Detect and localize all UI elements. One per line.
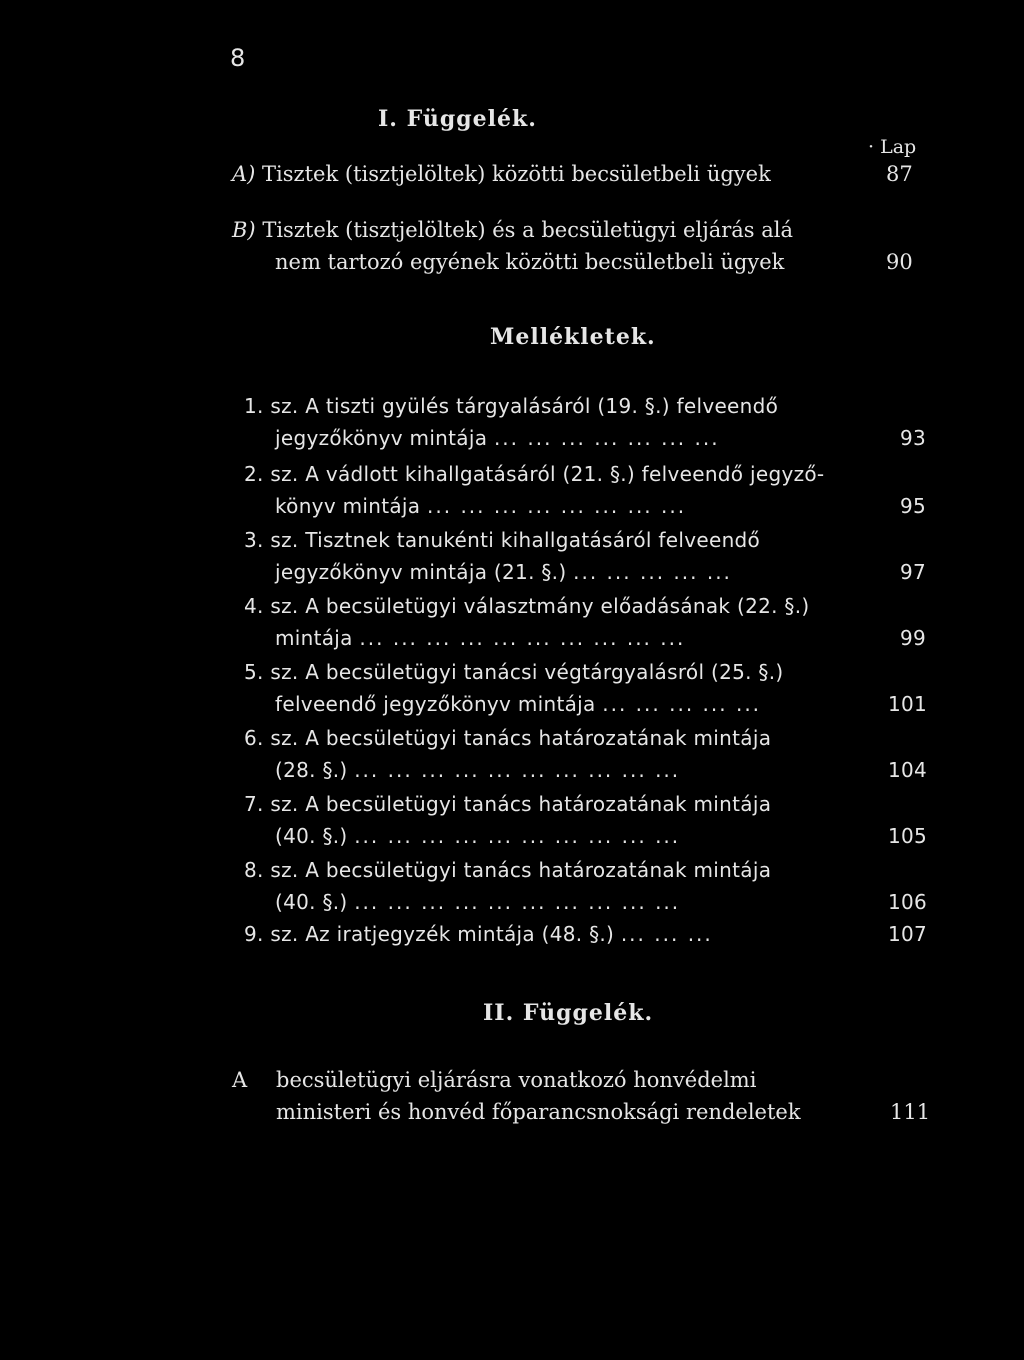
item-6-line1 bbox=[244, 726, 771, 750]
page-number: 8 bbox=[230, 44, 246, 72]
item-2-line1 bbox=[244, 462, 824, 486]
item-3-line2 bbox=[275, 560, 732, 584]
item-number: 6. bbox=[244, 726, 264, 750]
leader-dots: ... ... ... ... ... ... ... ... ... ... bbox=[354, 758, 681, 782]
item-number: 9. bbox=[244, 922, 264, 946]
item-text: jegyzőkönyv mintája bbox=[275, 426, 488, 450]
item-number: 2. bbox=[244, 462, 264, 486]
item-4-page: 99 bbox=[900, 626, 927, 650]
section-b-text-line2: nem tartozó egyének közötti becsületbeli ügyek bbox=[275, 250, 785, 274]
item-5-page: 101 bbox=[888, 692, 928, 716]
item-4-line2 bbox=[275, 626, 685, 650]
item-text: sz. A becsületügyi tanácsi végtárgyalásról (25. §.) bbox=[270, 660, 784, 684]
section-b-letter: B) bbox=[232, 218, 256, 242]
appendix-2-page: 111 bbox=[890, 1100, 931, 1124]
leader-dots: ... ... ... ... ... ... ... bbox=[493, 426, 720, 450]
appendix-1-title: I. Függelék. bbox=[378, 106, 537, 132]
item-5-line1 bbox=[244, 660, 784, 684]
item-2-line2 bbox=[275, 494, 686, 518]
item-text: sz. A becsületügyi tanács határozatának mintája bbox=[270, 792, 772, 816]
item-text: sz. A becsületügyi tanács határozatának mintája bbox=[270, 858, 772, 882]
lap-column-label: · Lap bbox=[868, 136, 917, 158]
item-8-page: 106 bbox=[888, 890, 928, 914]
section-b-text-line1: Tisztek (tisztjelöltek) és a becsületügyi eljárás alá bbox=[262, 218, 794, 242]
item-text: sz. Az iratjegyzék mintája (48. §.) bbox=[270, 922, 615, 946]
item-7-line2 bbox=[275, 824, 680, 848]
appendix-2-entry-letter: A bbox=[232, 1068, 248, 1092]
section-b bbox=[232, 218, 793, 242]
section-a bbox=[232, 162, 771, 186]
item-1-line1 bbox=[244, 394, 778, 418]
item-1-line2 bbox=[275, 426, 720, 450]
leader-dots: ... ... ... ... ... bbox=[602, 692, 762, 716]
item-number: 3. bbox=[244, 528, 264, 552]
item-6-page: 104 bbox=[888, 758, 928, 782]
item-text: sz. A becsületügyi választmány előadásának (22. §.) bbox=[270, 594, 810, 618]
item-9-page: 107 bbox=[888, 922, 928, 946]
section-a-text: Tisztek (tisztjelöltek) közötti becsületbeli ügyek bbox=[262, 162, 771, 186]
attachments-title: Mellékletek. bbox=[490, 324, 656, 350]
item-text: (28. §.) bbox=[275, 758, 348, 782]
item-text: sz. A vádlott kihallgatásáról (21. §.) felveendő jegyző- bbox=[270, 462, 825, 486]
item-9-line1 bbox=[244, 922, 713, 946]
item-5-line2 bbox=[275, 692, 761, 716]
item-text: könyv mintája bbox=[275, 494, 421, 518]
item-number: 4. bbox=[244, 594, 264, 618]
leader-dots: ... ... ... ... ... bbox=[573, 560, 732, 584]
section-a-page: 87 bbox=[886, 162, 913, 186]
appendix-2-title: II. Függelék. bbox=[483, 1000, 654, 1026]
item-7-line1 bbox=[244, 792, 771, 816]
leader-dots: ... ... ... ... ... ... ... ... ... ... bbox=[354, 890, 681, 914]
item-number: 5. bbox=[244, 660, 264, 684]
item-4-line1 bbox=[244, 594, 810, 618]
item-8-line1 bbox=[244, 858, 771, 882]
item-3-page: 97 bbox=[900, 560, 927, 584]
section-a-letter: A) bbox=[232, 162, 256, 186]
item-number: 7. bbox=[244, 792, 264, 816]
item-7-page: 105 bbox=[888, 824, 928, 848]
item-text: mintája bbox=[275, 626, 353, 650]
item-6-line2 bbox=[275, 758, 680, 782]
item-text: sz. A becsületügyi tanács határozatának mintája bbox=[270, 726, 772, 750]
leader-dots: ... ... ... bbox=[620, 922, 713, 946]
item-number: 8. bbox=[244, 858, 264, 882]
appendix-2-entry-line1: becsületügyi eljárásra vonatkozó honvédelmi bbox=[276, 1068, 757, 1092]
item-text: (40. §.) bbox=[275, 824, 348, 848]
item-8-line2 bbox=[275, 890, 680, 914]
item-text: sz. A tiszti gyülés tárgyalásáról (19. §.) felveendő bbox=[270, 394, 779, 418]
item-number: 1. bbox=[244, 394, 264, 418]
item-text: felveendő jegyzőkönyv mintája bbox=[275, 692, 596, 716]
leader-dots: ... ... ... ... ... ... ... ... ... ... bbox=[359, 626, 686, 650]
appendix-2-entry-line2: ministeri és honvéd főparancsnoksági rendeletek bbox=[276, 1100, 801, 1124]
leader-dots: ... ... ... ... ... ... ... ... bbox=[427, 494, 687, 518]
item-text: jegyzőkönyv mintája (21. §.) bbox=[275, 560, 567, 584]
leader-dots: ... ... ... ... ... ... ... ... ... ... bbox=[354, 824, 681, 848]
item-1-page: 93 bbox=[900, 426, 927, 450]
item-text: (40. §.) bbox=[275, 890, 348, 914]
item-2-page: 95 bbox=[900, 494, 927, 518]
section-b-page: 90 bbox=[886, 250, 913, 274]
item-text: sz. Tisztnek tanukénti kihallgatásáról felveendő bbox=[270, 528, 761, 552]
item-3-line1 bbox=[244, 528, 760, 552]
